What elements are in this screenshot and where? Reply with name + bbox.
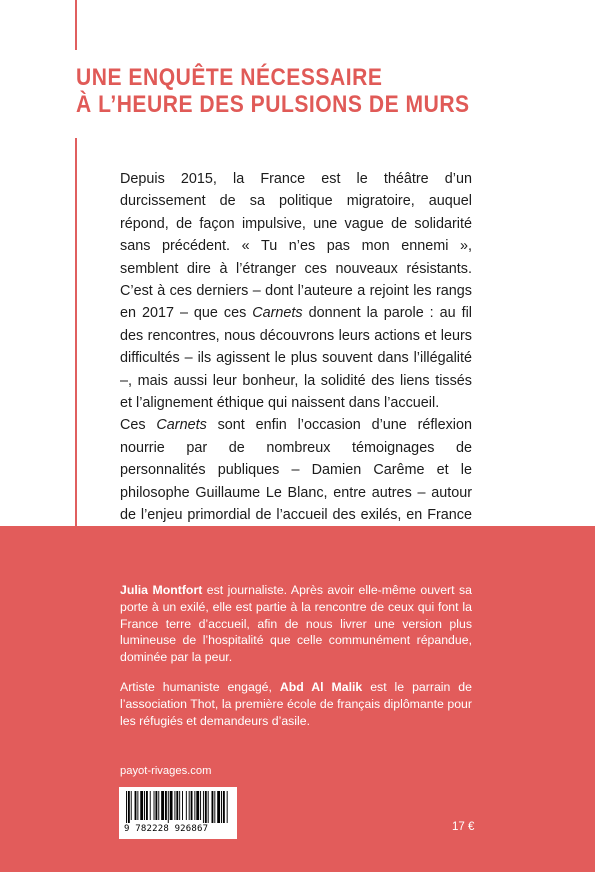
barcode — [119, 787, 237, 839]
sponsor-name: Abd Al Malik — [279, 679, 363, 694]
barcode-bar — [170, 791, 173, 820]
barcode-bar — [168, 791, 169, 823]
barcode-bar — [131, 791, 132, 820]
barcode-bar — [128, 791, 130, 823]
barcode-bar — [140, 791, 143, 820]
barcode-bar — [165, 791, 167, 820]
barcode-bar — [135, 791, 137, 820]
barcode-bar — [186, 791, 187, 820]
price: 17 € — [452, 821, 475, 833]
bio-paragraph-author: Julia Montfort est journaliste. Après avoir elle-même ouvert sa porte à un exilé, elle est partie à la rencontre de ceux qui font la France terre d’accueil, afin de nous livrer une version plus lumineuse de l’hospitalité que celle communément répandue, dominée par la peur. — [120, 583, 472, 665]
barcode-bar — [161, 791, 164, 820]
barcode-bar — [227, 791, 228, 823]
bio-paragraph-sponsor: Artiste humaniste engagé, Abd Al Malik est le parrain de l’association Thot, la première école de français diplômante pour les réfugiés et demandeurs d’asile. — [120, 679, 472, 728]
barcode-bar — [221, 791, 222, 823]
publisher-website[interactable]: payot-rivages.com — [120, 765, 212, 777]
barcode-bar — [223, 791, 225, 823]
headline-line-2: À L’HEURE DES PULSIONS DE MURS — [76, 91, 470, 118]
barcode-bar — [212, 791, 214, 823]
top-accent-bar — [75, 0, 77, 50]
barcode-bar — [126, 791, 127, 823]
barcode-bar — [150, 791, 151, 820]
author-bio — [120, 582, 472, 742]
barcode-bar — [205, 791, 207, 823]
barcode-bar — [154, 791, 155, 820]
summary-text — [120, 168, 472, 549]
summary-paragraph-1: Depuis 2015, la France est le théâtre d’un durcissement de sa politique migratoire, auquel répond, de façon impulsive, une vague de solidarité sans précédent. « Tu n’es pas mon ennemi », semblent dire à l’étranger ces nouveaux résistants. C’est à ces derniers – dont l’auteure a rejoint les rangs en 2017 – que ces Carnets donnent la parole : au fil des rencontres, nous découvrons leurs actions et leurs difficultés – ils agissent le plus souvent dans l’illégalité –, mais aussi leur bonheur, la solidité des liens tissés et l’alignement éthique qui naissent dans l’accueil. — [120, 171, 473, 412]
barcode-bar — [208, 791, 209, 823]
barcode-bar — [158, 791, 159, 820]
barcode-bar — [203, 791, 204, 823]
barcode-bar — [196, 791, 199, 820]
barcode-bar — [182, 791, 183, 820]
barcode-bar — [155, 791, 157, 820]
barcode-bar — [217, 791, 220, 823]
headline-line-1: UNE ENQUÊTE NÉCESSAIRE — [76, 64, 383, 91]
barcode-bar — [176, 791, 178, 820]
barcode-bar — [194, 791, 195, 820]
author-name: Julia Montfort — [120, 583, 203, 597]
barcode-bar — [144, 791, 145, 820]
carnets-title-italic: Carnets — [252, 305, 303, 322]
barcode-bar — [214, 791, 215, 823]
middle-accent-bar — [75, 138, 77, 526]
barcode-bar — [200, 791, 201, 820]
barcode-bar — [189, 791, 190, 820]
barcode-bar — [191, 791, 193, 820]
barcode-bars — [124, 791, 232, 823]
carnets-title-italic: Carnets — [156, 417, 207, 434]
summary-paragraph-2: Ces Carnets sont enfin l’occasion d’une réflexion nourrie par de nombreux témoignages de personnalités publiques – Damien Carême et le philosophe Guillaume Le Blanc, entre autres – autour de l’enjeu primordial de l’accueil des exilés, en France — [120, 417, 472, 524]
barcode-bar — [137, 791, 138, 820]
barcode-bar — [174, 791, 175, 820]
isbn-number: 9 782228 926867 — [124, 824, 209, 834]
headline — [76, 64, 519, 118]
barcode-bar — [179, 791, 180, 820]
barcode-bar — [146, 791, 148, 820]
